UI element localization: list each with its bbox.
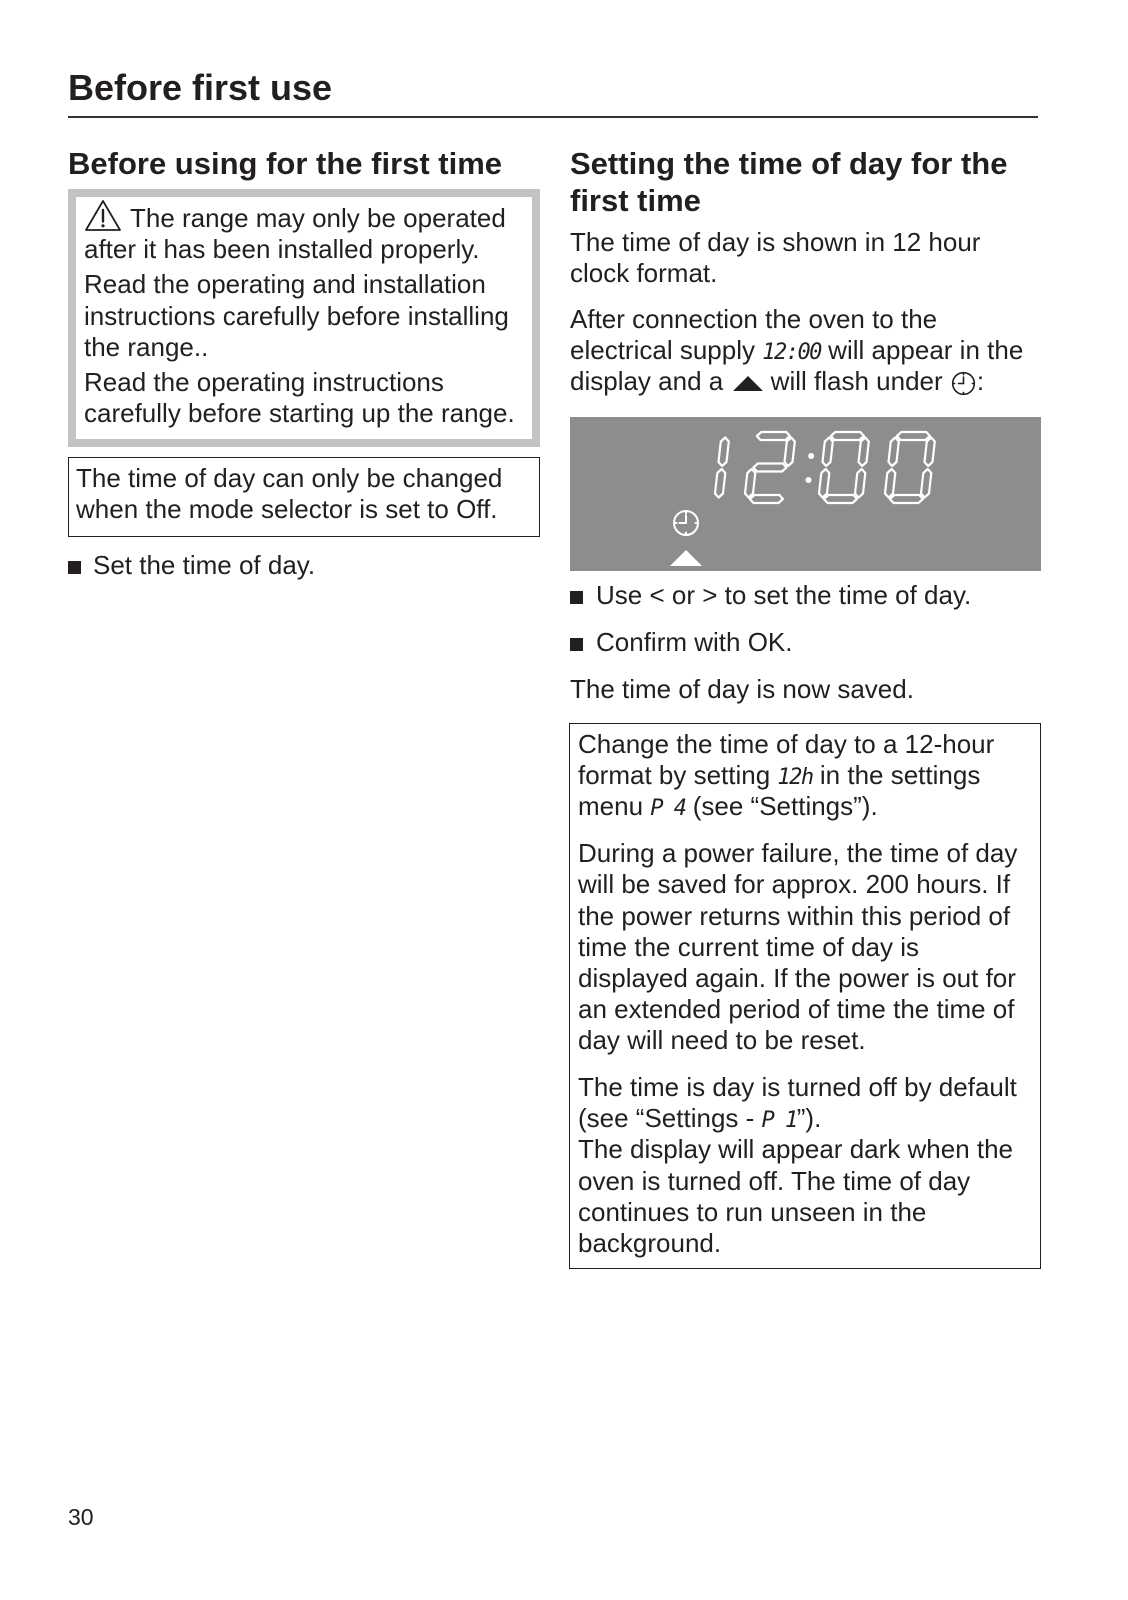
intro-paragraph: The time of day is shown in 12 hour clock format.	[570, 227, 981, 289]
connection-text: will flash under	[763, 366, 950, 397]
display-value-inline: 12:00	[762, 340, 821, 366]
display-colon-dot	[808, 453, 814, 459]
step-text: Confirm with OK.	[596, 627, 793, 657]
section-heading-time-of-day: Setting the time of day for the first time	[570, 146, 1008, 218]
settings-value-inline: P 1	[761, 1108, 797, 1134]
step-item	[570, 580, 971, 611]
display-segment	[855, 469, 865, 498]
page-title: Before first use	[68, 67, 333, 108]
bullet-square-icon	[570, 591, 583, 604]
oven-display-panel	[570, 417, 1041, 571]
display-segment	[885, 469, 895, 498]
format-text: Change the time of day to a 12-hour format by setting	[578, 729, 995, 791]
step-text: Use < or > to set the time of day.	[596, 580, 972, 610]
clock-icon	[674, 511, 698, 535]
arrow-icon-slot	[730, 372, 763, 390]
page-number: 30	[68, 1504, 94, 1530]
warning-box	[68, 189, 540, 447]
info-box	[569, 723, 1041, 1269]
power-failure-paragraph: During a power failure, the time of day will be saved for approx. 200 hours. If the power returns within this period of time the current time of day is displayed again. If the power is out for an extended period of time the time of day will need to be reset.	[578, 838, 1018, 1056]
bullet-square-icon	[68, 561, 81, 574]
display-time-digits	[715, 432, 935, 503]
warning-icon-slot	[84, 209, 130, 227]
display-segment	[823, 438, 833, 467]
clock-icon	[951, 371, 976, 396]
display-segment	[745, 469, 755, 498]
display-segment	[757, 432, 790, 440]
step-item	[570, 627, 793, 658]
display-colon-dot	[806, 477, 812, 483]
triangle-up-icon	[733, 376, 763, 391]
format-value-inline: 12h	[777, 765, 813, 791]
display-segment	[753, 464, 786, 472]
display-segment	[750, 495, 783, 503]
warning-paragraph	[84, 203, 532, 265]
note-text: The time of day can only be changed when the mode selector is set to Off.	[76, 463, 503, 525]
display-segment	[831, 432, 864, 440]
display-segment	[890, 495, 923, 503]
bullet-square-icon	[570, 638, 583, 651]
display-segment	[859, 438, 869, 467]
default-paragraph	[578, 1072, 1040, 1259]
display-segment	[897, 432, 930, 440]
default-text: The time is day is turned off by default (see “Settings -	[578, 1072, 1017, 1134]
display-segment	[715, 469, 725, 498]
warning-paragraph: Read the operating and installation instructions carefully before installing the range..	[84, 269, 509, 362]
display-segment	[719, 438, 729, 467]
section-heading-first-use: Before using for the first time	[68, 146, 503, 181]
warning-triangle-icon	[84, 199, 122, 232]
display-graphic	[570, 417, 1041, 571]
warning-text: The range may only be operated after it has been installed properly.	[84, 203, 506, 265]
display-segment	[925, 438, 935, 467]
display-segment	[921, 469, 931, 498]
connection-text: After connection the oven to the electrical supply	[570, 304, 938, 366]
format-paragraph	[578, 729, 1040, 823]
display-segment	[889, 438, 899, 467]
format-text: in the settings menu	[578, 760, 981, 822]
result-text: The time of day is now saved.	[570, 674, 914, 704]
step-text: Set the time of day.	[93, 550, 316, 580]
connection-paragraph	[570, 304, 1023, 398]
warning-paragraph: Read the operating instructions carefully before starting up the range.	[84, 367, 515, 429]
menu-value-inline: P 4	[650, 796, 686, 822]
note-box	[68, 457, 540, 537]
step-item	[68, 550, 315, 581]
display-segment	[824, 495, 857, 503]
triangle-up-icon	[670, 550, 702, 566]
connection-text: will appear in the display and a	[570, 335, 1024, 397]
title-divider	[68, 116, 1038, 118]
display-segment	[785, 438, 795, 467]
format-text: (see “Settings”).	[685, 791, 878, 822]
display-segment	[819, 469, 829, 498]
connection-text: :	[976, 366, 985, 397]
clock-icon-slot	[950, 372, 977, 390]
default-text: ”). The display will appear dark when the oven is turned off. The time of day continues to run unseen in the background.	[578, 1103, 1014, 1259]
